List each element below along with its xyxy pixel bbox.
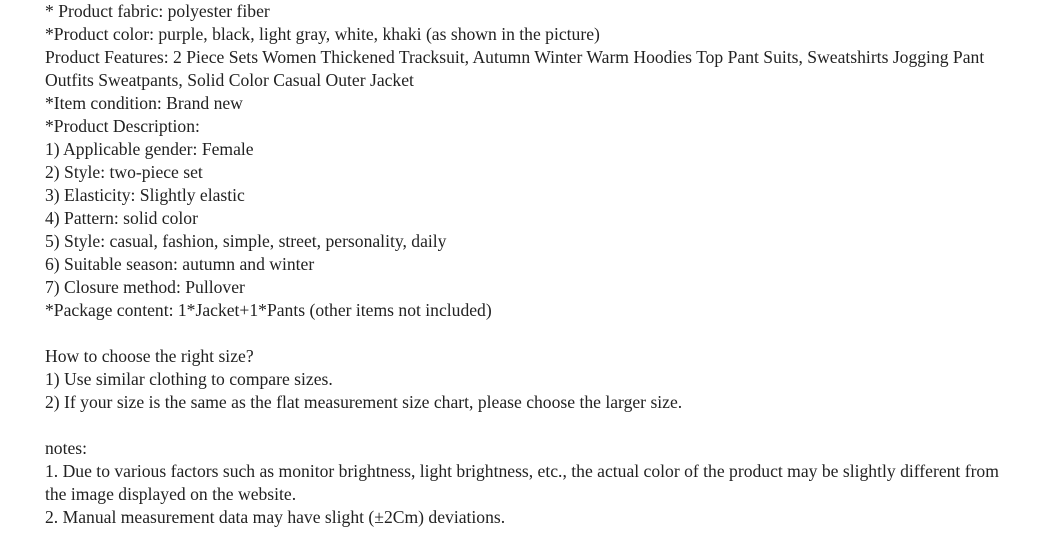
size-guide-item-compare: 1) Use similar clothing to compare sizes. <box>45 369 333 389</box>
description-heading: *Product Description: <box>45 116 200 136</box>
notes-item-color: 1. Due to various factors such as monitor brightness, light brightness, etc., the actual color of the product may be slightly different from the image displayed on the website. <box>45 461 999 504</box>
description-item-gender: 1) Applicable gender: Female <box>45 139 254 159</box>
description-item-elasticity: 3) Elasticity: Slightly elastic <box>45 185 245 205</box>
description-item-season: 6) Suitable season: autumn and winter <box>45 254 315 274</box>
size-guide-heading: How to choose the right size? <box>45 346 254 366</box>
item-condition: *Item condition: Brand new <box>45 93 243 113</box>
description-item-pattern: 4) Pattern: solid color <box>45 208 198 228</box>
product-description-text <box>45 0 1005 529</box>
spacer <box>45 414 1005 437</box>
package-content: *Package content: 1*Jacket+1*Pants (other items not included) <box>45 300 492 320</box>
product-color: *Product color: purple, black, light gray, white, khaki (as shown in the picture) <box>45 24 600 44</box>
notes-heading: notes: <box>45 438 88 458</box>
description-item-closure: 7) Closure method: Pullover <box>45 277 245 297</box>
description-item-style-tags: 5) Style: casual, fashion, simple, street, personality, daily <box>45 231 447 251</box>
spacer <box>45 322 1005 345</box>
description-item-style: 2) Style: two-piece set <box>45 162 203 182</box>
notes-item-measurement: 2. Manual measurement data may have slight (±2Cm) deviations. <box>45 507 506 527</box>
product-features: Product Features: 2 Piece Sets Women Thickened Tracksuit, Autumn Winter Warm Hoodies Top Pant Suits, Sweatshirts Jogging Pant Outfits Sweatpants, Solid Color Casual Outer Jacket <box>45 47 985 90</box>
product-fabric: * Product fabric: polyester fiber <box>45 1 270 21</box>
size-guide-item-larger: 2) If your size is the same as the flat measurement size chart, please choose the larger size. <box>45 392 683 412</box>
